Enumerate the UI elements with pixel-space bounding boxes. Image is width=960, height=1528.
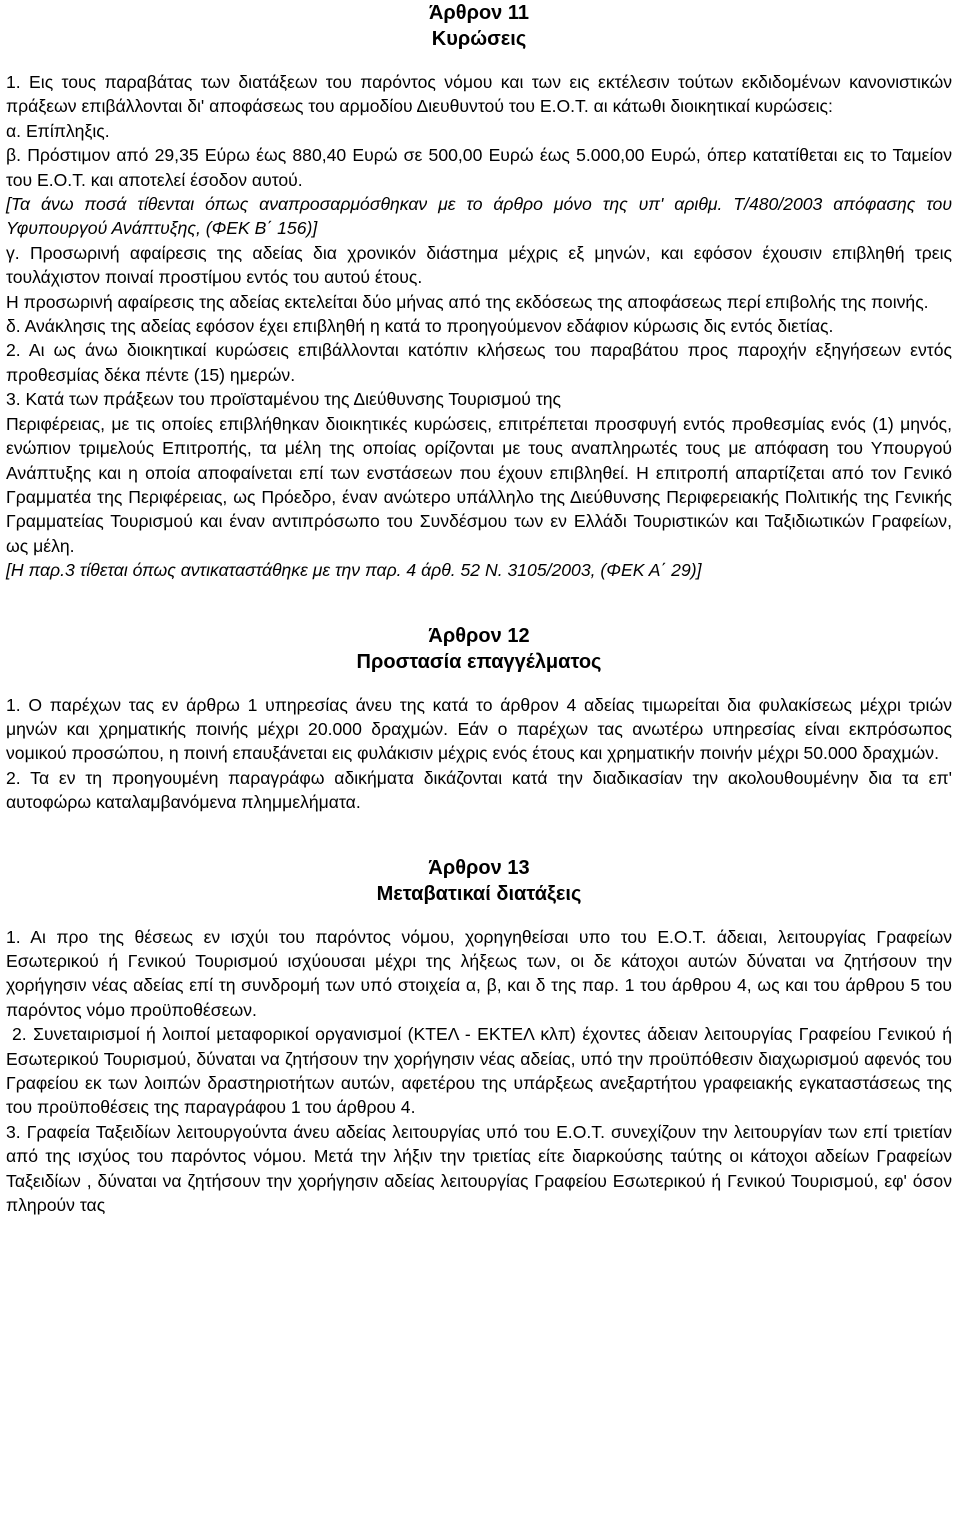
amendment-note: [Τα άνω ποσά τίθενται όπως αναπροσαρμόσθηκαν με το άρθρο μόνο της υπ' αριθμ. Τ/480/2003 απόφασης του Υφυπουργού Ανάπτυξης, (ΦΕΚ Β΄ 156)] xyxy=(6,194,952,239)
article-11 xyxy=(6,0,952,583)
paragraph: γ. Προσωρινή αφαίρεσις της αδείας δια χρονικόν διάστημα μέχρις εξ μηνών, και εφόσον έχουσιν επιβληθή τρεις τουλάχιστον ποιναί προστίμου εντός του αυτού έτους. xyxy=(6,242,952,288)
paragraph: 2. Συνεταιρισμοί ή λοιποί μεταφορικοί οργανισμοί (ΚΤΕΛ - ΕΚΤΕΛ κλπ) έχοντες άδειαν λειτουργίας Γραφείου Γενικού ή Εσωτερικού Τουρισμού, δύναται να ζητήσουν την χορήγησιν νέας αδείας, υπό την προϋπόθεσιν διαχωρισμού αφενός του Γραφείου εκ των λοιπών δραστηριοτήτων αυτών, αφετέρου της υπάρξεως ανεξαρτήτου γραφειακής εγκαταστάσεως της του προϋποθέσεις της παραγράφου 1 του άρθρου 4. xyxy=(6,1024,952,1118)
article-13 xyxy=(6,855,952,1218)
article-subtitle: Προστασία επαγγέλματος xyxy=(356,650,602,673)
amendment-note: [Η παρ.3 τίθεται όπως αντικαταστάθηκε με την παρ. 4 άρθ. 52 Ν. 3105/2003, (ΦΕΚ Α΄ 29)] xyxy=(6,560,702,581)
paragraph: 1. Ο παρέχων τας εν άρθρω 1 υπηρεσίας άνευ της κατά το άρθρον 4 αδείας τιμωρείται δια φυλακίσεως μέχρι τριών μηνών και χρηματικής ποινής μέχρι 20.000 δραχμών. Εάν ο παρέχων τας ανωτέρω υπηρεσίας είναι εκπρόσωπος νομικού προσώπου, η ποινή επαυξάνεται εις φυλάκισιν μέχρις ενός έτους και χρηματικήν ποινήν μέχρι 50.000 δραχμών. xyxy=(6,694,952,764)
paragraph: β. Πρόστιμον από 29,35 Εύρω έως 880,40 Ευρώ σε 500,00 Ευρώ έως 5.000,00 Ευρώ, όπερ κατατίθεται εις το Ταμείον του Ε.Ο.Τ. και αποτελεί έσοδον αυτού. xyxy=(6,145,952,190)
paragraph: 2. Αι ως άνω διοικητικαί κυρώσεις επιβάλλονται κατόπιν κλήσεως του παραβάτου προς παροχήν εξηγήσεων εντός προθεσμίας δέκα πέντε (15) ημερών. xyxy=(6,340,952,385)
paragraph: δ. Ανάκλησις της αδείας εφόσον έχει επιβληθή η κατά το προηγούμενον εδάφιον κύρωσις δις εντός διετίας. xyxy=(6,316,834,337)
paragraph: 2. Τα εν τη προηγουμένη παραγράφω αδικήματα δικάζονται κατά την διαδικασίαν την ακολουθουμένην δια τα επ' αυτοφώρω καταλαμβανόμενα πλημμελήματα. xyxy=(6,767,952,813)
paragraph: Περιφέρειας, με τις οποίες επιβλήθηκαν διοικητικές κυρώσεις, επιτρέπεται προσφυγή εντός προθεσμίας ενός (1) μηνός, ενώπιον τριμελούς Επιτροπής, τα μέλη της οποίας ορίζονται με τους αναπληρωτές τους με απόφαση του Υπουργού Ανάπτυξης και η οποία αποφαίνεται επί των ενστάσεων που έχουν επιβληθεί. Η επιτροπή απαρτίζεται από τον Γενικό Γραμματέα της Περιφέρειας, ως Πρόεδρο, έναν ανώτερο υπάλληλο της Διεύθυνσης Περιφερειακής Πολιτικής της Γενικής Γραμματείας Τουρισμού και έναν αντιπρόσωπο του Συνδέσμου των εν Ελλάδι Τουριστικών και Ταξιδιωτικών Γραφείων, ως μέλη. xyxy=(6,413,952,556)
article-title: Άρθρον 12 xyxy=(428,624,530,647)
paragraph: 3. Γραφεία Ταξειδίων λειτουργούντα άνευ αδείας λειτουργίας υπό του Ε.Ο.Τ. συνεχίζουν την λειτουργίαν των επί τριετίαν από της ισχύος του παρόντος νόμου. Μετά την λήξιν την τριετίας είτε διαρκούσης ταύτης οι κάτοχοι αδείων Γραφείων Ταξειδίων , δύναται να ζητήσουν την χορήγησιν αδείας λειτουργίας Γραφείου Εσωτερικού ή Γενικού Τουρισμού, εφ' όσον πληρούν τας xyxy=(6,1121,952,1216)
article-title: Άρθρον 13 xyxy=(428,856,530,879)
paragraph: α. Επίπληξις. xyxy=(6,120,110,141)
article-12 xyxy=(6,623,952,815)
paragraph: 1. Αι προ της θέσεως εν ισχύι του παρόντος νόμου, χορηγηθείσαι υπο του Ε.Ο.Τ. άδειαι, λειτουργίας Γραφείων Εσωτερικού ή Γενικού Τουρισμού ισχύουσαι μέχρι της λήξεως των, οι δε κάτοχοι αυτών δύναται να ζητήσουν την χορήγησιν νέας αδείας επί τη συνδρομή των υπό στοιχεία α, β, και δ της παρ. 1 του άρθρου 4, ως και του άρθρου 5 του παρόντος νόμο προϋποθέσεων. xyxy=(6,926,952,1020)
paragraph: 1. Εις τους παραβάτας των διατάξεων του παρόντος νόμου και των εις εκτέλεσιν τούτων εκδιδομένων κανονιστικών πράξεων επιβάλλονται δι' αποφάσεως του αρμοδίου Διευθυντού του Ε.Ο.Τ. αι κάτωθι διοικητικαί κυρώσεις: xyxy=(6,72,952,117)
paragraph: 3. Κατά των πράξεων του προϊσταμένου της Διεύθυνσης Τουρισμού της xyxy=(6,389,562,410)
article-subtitle: Μεταβατικαί διατάξεις xyxy=(376,882,582,905)
paragraph: Η προσωρινή αφαίρεσις της αδείας εκτελείται δύο μήνας από της εκδόσεως της αποφάσεως περί επιβολής της ποινής. xyxy=(6,291,929,312)
article-subtitle: Κυρώσεις xyxy=(431,28,527,50)
article-title: Άρθρον 11 xyxy=(428,2,530,24)
